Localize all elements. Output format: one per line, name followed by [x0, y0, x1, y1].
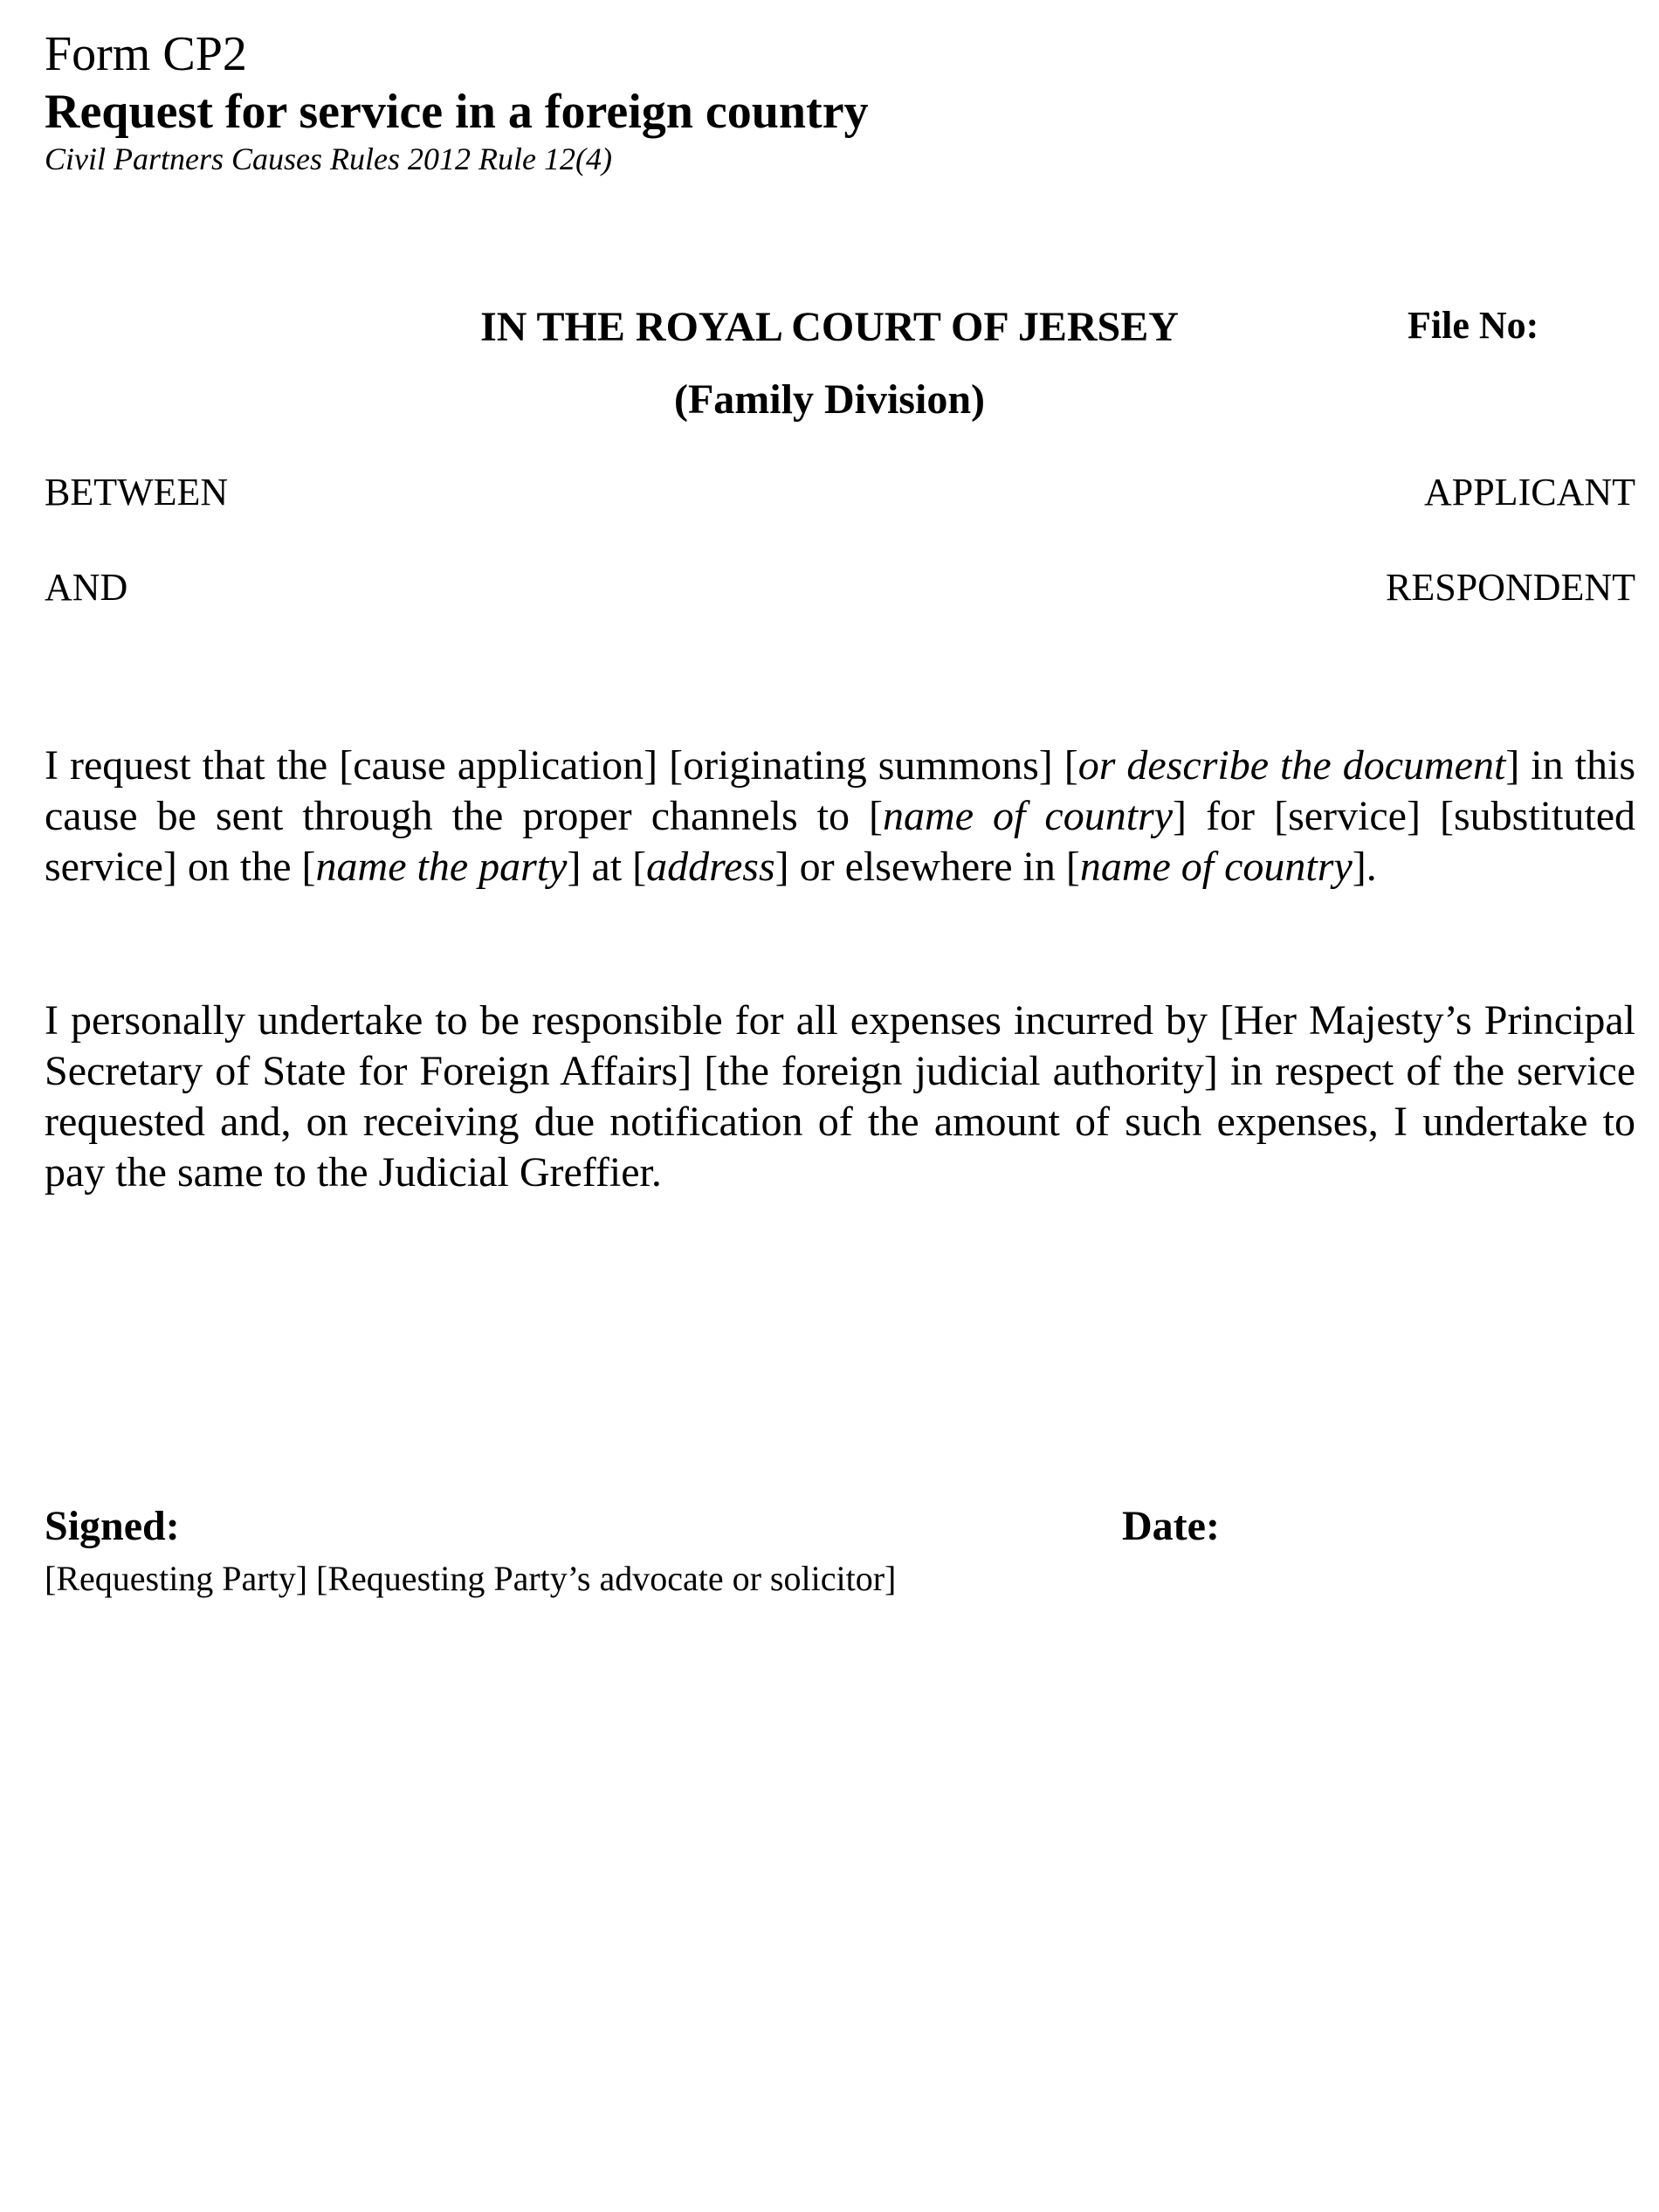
placeholder-address: address — [646, 844, 775, 890]
undertaking-paragraph: I personally undertake to be responsible for all expenses incurred by [Her Majesty’s Principal Secretary of State for Foreign Affairs] [the foreign judicial authority] in respect of the service requested and, on receiving due notification of the amount of such expenses, I undertake to pay the same to the Judicial Greffier. — [45, 997, 1635, 1196]
request-text-5: ] or elsewhere in [ — [774, 844, 1080, 890]
court-name: IN THE ROYAL COURT OF JERSEY — [480, 304, 1179, 350]
date-label: Date: — [1122, 1503, 1220, 1549]
and-label: AND — [45, 566, 128, 609]
file-no-label: File No: — [1408, 304, 1539, 347]
form-code: Form CP2 — [45, 27, 247, 81]
placeholder-name-of-country-2: name of country — [1079, 844, 1353, 890]
request-text-6: ]. — [1352, 844, 1377, 890]
form-title: Request for service in a foreign country — [45, 85, 869, 139]
request-text-1: I request that the [cause application] [originating summons] [ — [45, 742, 1078, 789]
between-label: BETWEEN — [45, 471, 229, 513]
placeholder-name-the-party: name the party — [315, 844, 568, 890]
request-text-3: ] for [service] [substituted service] on the [ — [45, 793, 1635, 890]
applicant-label: APPLICANT — [1423, 471, 1635, 513]
request-text-4: ] at [ — [567, 844, 647, 890]
signed-label: Signed: — [45, 1503, 180, 1549]
request-text-2: ] in this cause be sent through the proper channels to [ — [45, 742, 1636, 839]
respondent-label: RESPONDENT — [1385, 566, 1635, 609]
placeholder-describe-document: or describe the document — [1077, 742, 1506, 789]
placeholder-name-of-country: name of country — [883, 793, 1174, 839]
signatory-options: [Requesting Party] [Requesting Party’s advocate or solicitor] — [45, 1559, 897, 1598]
rule-reference: Civil Partners Causes Rules 2012 Rule 12(4) — [45, 141, 612, 176]
request-paragraph — [45, 741, 1635, 892]
court-division: (Family Division) — [674, 376, 985, 423]
